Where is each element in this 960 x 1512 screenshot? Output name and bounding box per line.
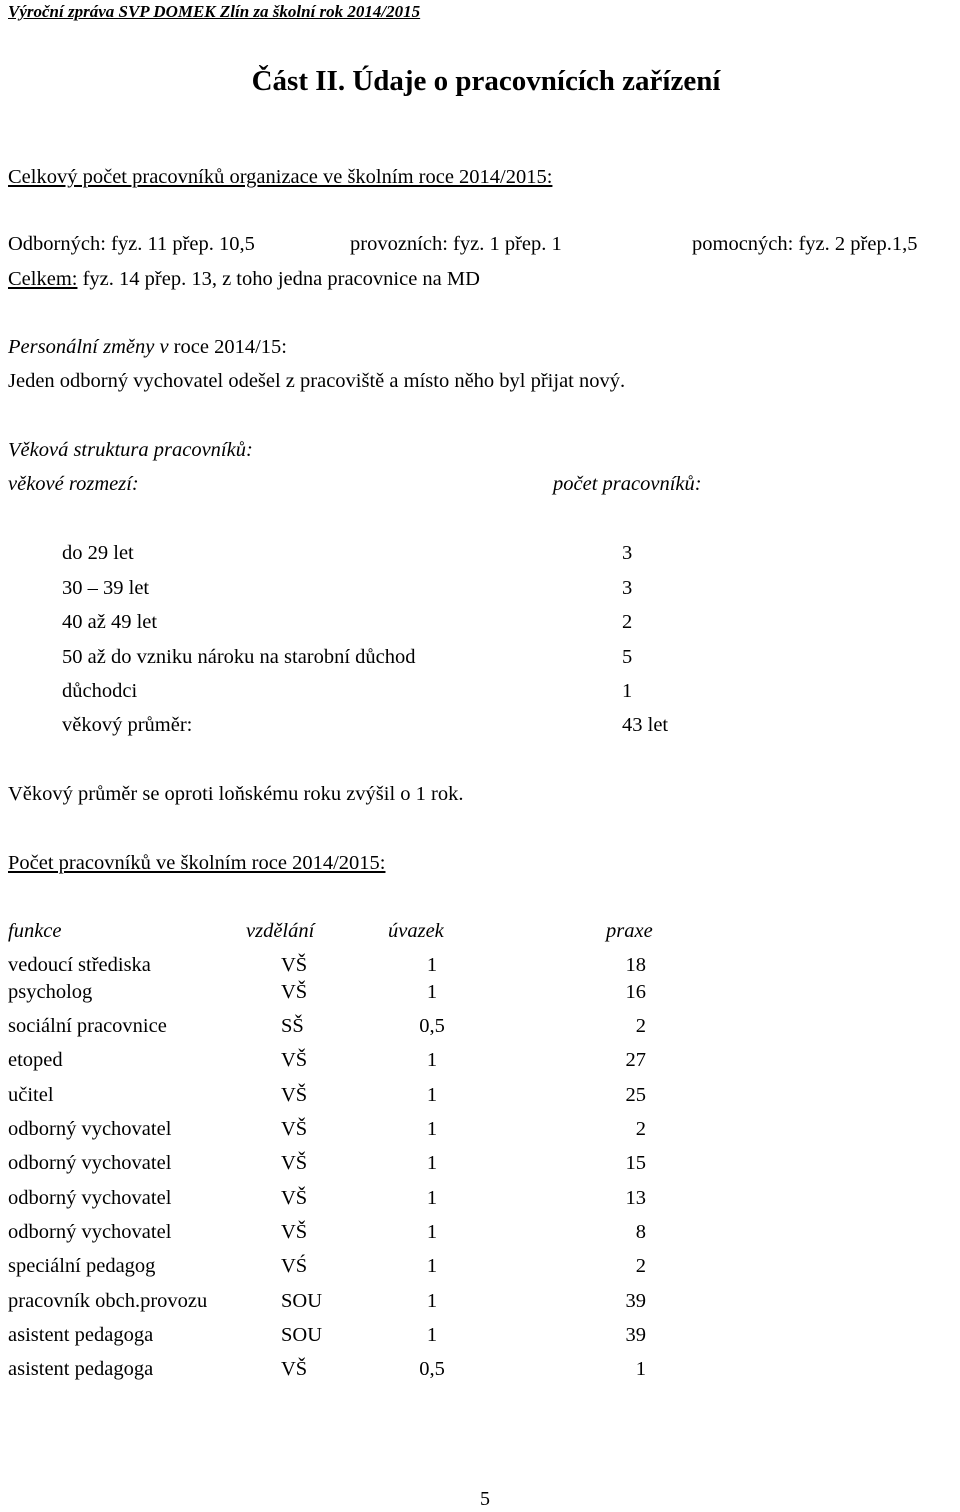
- staff-cell-funkce: odborný vychovatel: [8, 1187, 172, 1209]
- staff-cell-funkce: speciální pedagog: [8, 1255, 156, 1277]
- age-row-value: 3: [622, 577, 633, 599]
- celkem-label: Celkem:: [8, 268, 78, 290]
- staff-heading: Počet pracovníků ve školním roce 2014/2015:: [8, 852, 386, 874]
- age-row-value: 3: [622, 542, 633, 564]
- age-col-range: věkové rozmezí:: [8, 473, 139, 495]
- age-row-value: 1: [622, 680, 633, 702]
- age-row-label: 30 – 39 let: [62, 577, 150, 599]
- staff-cell-uvazek: 1: [426, 1118, 438, 1140]
- staff-cell-praxe: 15: [625, 1152, 646, 1174]
- staff-cell-funkce: psycholog: [8, 981, 93, 1003]
- staff-cell-vzdelani: VŠ: [281, 1221, 308, 1243]
- staff-cell-vzdelani: VŠ: [281, 1084, 308, 1106]
- staff-cell-uvazek: 1: [426, 1255, 438, 1277]
- celkem-line: [8, 268, 480, 291]
- pomocni-count: pomocných: fyz. 2 přep.1,5: [692, 233, 918, 255]
- age-row-label: 50 až do vzniku nároku na starobní důchod: [62, 646, 416, 668]
- staff-cell-vzdelani: VŚ: [281, 1255, 308, 1277]
- staff-col-uvazek: úvazek: [388, 920, 444, 942]
- staff-col-vzdelani: vzdělání: [246, 920, 315, 942]
- staff-col-praxe: praxe: [606, 920, 653, 942]
- staff-cell-funkce: sociální pracovnice: [8, 1015, 167, 1037]
- staff-cell-praxe: 27: [625, 1049, 646, 1071]
- staff-cell-vzdelani: SOU: [281, 1290, 323, 1312]
- changes-heading-rest: roce 2014/15:: [168, 336, 287, 358]
- staff-cell-vzdelani: VŠ: [281, 1049, 308, 1071]
- staff-cell-uvazek: 1: [426, 1152, 438, 1174]
- staff-cell-funkce: učitel: [8, 1084, 54, 1106]
- staff-cell-vzdelani: VŠ: [281, 1152, 308, 1174]
- staff-cell-uvazek: 1: [426, 1290, 438, 1312]
- age-row-label: věkový průměr:: [62, 714, 193, 736]
- age-row-value: 43 let: [622, 714, 669, 736]
- age-row-value: 5: [622, 646, 633, 668]
- changes-heading: [8, 336, 287, 359]
- page-number: 5: [480, 1488, 490, 1510]
- age-heading: Věková struktura pracovníků:: [8, 439, 253, 461]
- staff-cell-uvazek: 0,5: [419, 1015, 445, 1037]
- staff-cell-praxe: 18: [625, 954, 646, 976]
- staff-cell-praxe: 39: [625, 1324, 646, 1346]
- staff-cell-funkce: odborný vychovatel: [8, 1221, 172, 1243]
- staff-cell-vzdelani: SŠ: [281, 1015, 304, 1037]
- staff-cell-uvazek: 1: [426, 954, 438, 976]
- staff-cell-funkce: odborný vychovatel: [8, 1152, 172, 1174]
- age-col-count: počet pracovníků:: [553, 473, 702, 495]
- age-row-value: 2: [622, 611, 633, 633]
- celkem-text: fyz. 14 přep. 13, z toho jedna pracovnice na MD: [77, 268, 480, 290]
- staff-cell-praxe: 13: [625, 1187, 646, 1209]
- staff-cell-praxe: 8: [635, 1221, 646, 1243]
- staff-cell-praxe: 1: [635, 1358, 646, 1380]
- total-heading: Celkový počet pracovníků organizace ve školním roce 2014/2015:: [8, 166, 553, 188]
- staff-cell-uvazek: 0,5: [419, 1358, 445, 1380]
- staff-cell-praxe: 2: [635, 1015, 646, 1037]
- staff-cell-vzdelani: VŠ: [281, 1187, 308, 1209]
- changes-text: Jeden odborný vychovatel odešel z pracoviště a místo něho byl přijat nový.: [8, 370, 626, 392]
- staff-cell-praxe: 2: [635, 1118, 646, 1140]
- staff-cell-funkce: asistent pedagoga: [8, 1324, 154, 1346]
- staff-cell-uvazek: 1: [426, 1049, 438, 1071]
- staff-cell-vzdelani: VŠ: [281, 954, 308, 976]
- staff-cell-praxe: 25: [625, 1084, 646, 1106]
- staff-cell-uvazek: 1: [426, 981, 438, 1003]
- staff-cell-funkce: asistent pedagoga: [8, 1358, 154, 1380]
- age-note: Věkový průměr se oproti loňskému roku zvýšil o 1 rok.: [8, 783, 464, 805]
- age-row-label: do 29 let: [62, 542, 134, 564]
- age-row-label: důchodci: [62, 680, 138, 702]
- staff-col-funkce: funkce: [8, 920, 62, 942]
- staff-cell-funkce: odborný vychovatel: [8, 1118, 172, 1140]
- staff-cell-vzdelani: VŠ: [281, 1118, 308, 1140]
- running-header: Výroční zpráva SVP DOMEK Zlín za školní rok 2014/2015: [8, 2, 421, 21]
- staff-cell-uvazek: 1: [426, 1187, 438, 1209]
- staff-cell-funkce: etoped: [8, 1049, 63, 1071]
- staff-cell-funkce: pracovník obch.provozu: [8, 1290, 208, 1312]
- staff-cell-vzdelani: VŠ: [281, 981, 308, 1003]
- staff-cell-uvazek: 1: [426, 1324, 438, 1346]
- staff-cell-funkce: vedoucí střediska: [8, 954, 151, 976]
- changes-heading-italic: Personální změny v: [8, 336, 169, 358]
- staff-cell-vzdelani: SOU: [281, 1324, 323, 1346]
- staff-cell-vzdelani: VŠ: [281, 1358, 308, 1380]
- staff-cell-uvazek: 1: [426, 1084, 438, 1106]
- page-title: Část II. Údaje o pracovnících zařízení: [251, 65, 721, 97]
- provozni-count: provozních: fyz. 1 přep. 1: [350, 233, 562, 255]
- staff-cell-praxe: 39: [625, 1290, 646, 1312]
- odborni-count: Odborných: fyz. 11 přep. 10,5: [8, 233, 255, 255]
- staff-cell-uvazek: 1: [426, 1221, 438, 1243]
- staff-cell-praxe: 2: [635, 1255, 646, 1277]
- staff-cell-praxe: 16: [625, 981, 646, 1003]
- age-row-label: 40 až 49 let: [62, 611, 158, 633]
